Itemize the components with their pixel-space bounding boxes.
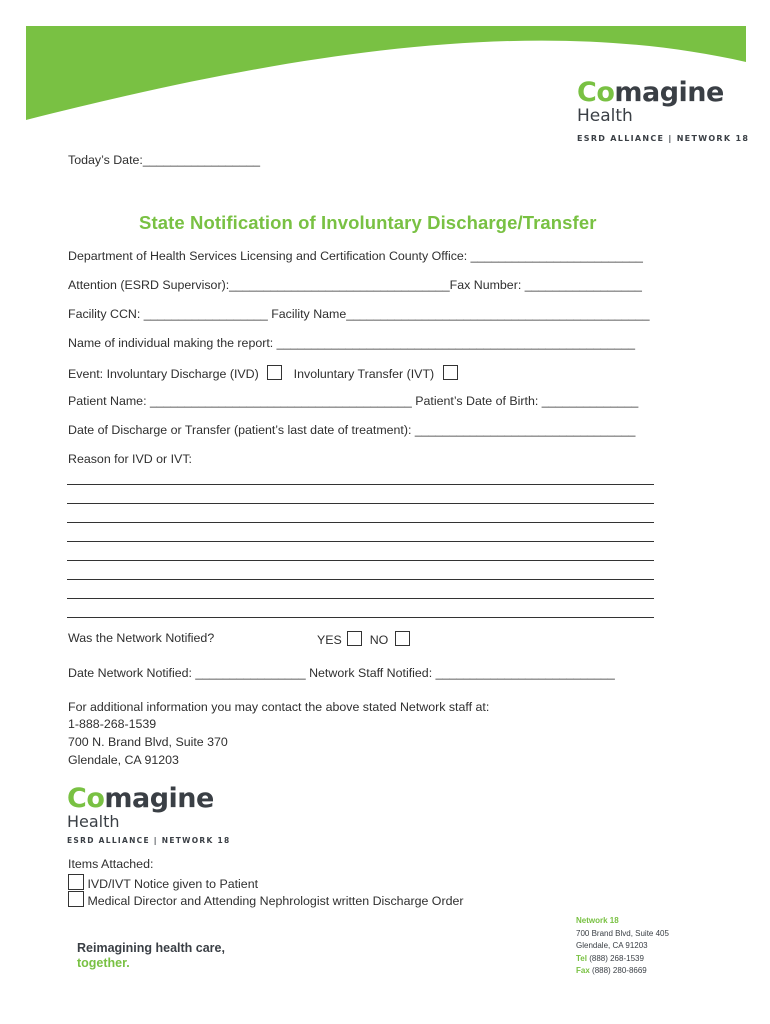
yes-label: YES [317,633,342,647]
attachment-item-label: Medical Director and Attending Nephrologist written Discharge Order [87,894,464,908]
tagline-line1: Reimagining health care, [77,941,225,955]
footer-tel: Tel (888) 268-1539 [576,953,644,963]
reason-line[interactable] [67,465,654,485]
footer-network-info [576,915,669,978]
event-ivt-label: Involuntary Transfer (IVT) [293,367,435,381]
ivt-checkbox[interactable] [443,365,458,380]
attachment-checkbox[interactable] [68,891,84,907]
reason-label: Reason for IVD or IVT: [68,452,192,466]
form-title: State Notification of Involuntary Discharge/Transfer [139,212,597,233]
contact-address-line2: Glendale, CA 91203 [68,753,179,767]
attachment-item [68,891,463,908]
no-checkbox[interactable] [395,631,410,646]
network-notified-options [317,631,410,647]
reason-line[interactable] [67,598,654,618]
department-office-field[interactable]: Department of Health Services Licensing and Certification County Office: _________________________ [68,249,643,263]
network-notified-question: Was the Network Notified? [68,631,215,645]
tagline-line2: together. [77,956,130,970]
footer-tagline [77,941,225,971]
footer-fax: Fax (888) 280-8669 [576,966,647,975]
discharge-date-field[interactable]: Date of Discharge or Transfer (patient’s last date of treatment): ________________________________ [68,423,636,437]
contact-phone: 1-888-268-1539 [68,717,157,731]
contact-address-line1: 700 N. Brand Blvd, Suite 370 [68,735,228,749]
attention-fax-field[interactable]: Attention (ESRD Supervisor):________________________________Fax Number: _________________ [68,278,642,292]
contact-intro: For additional information you may contact the above stated Network staff at: [68,700,490,714]
date-network-staff-field[interactable]: Date Network Notified: ________________ Network Staff Notified: __________________________ [68,666,615,680]
footer-address-line1: 700 Brand Blvd, Suite 405 [576,928,669,938]
ivd-checkbox[interactable] [267,365,282,380]
event-ivd-label: Event: Involuntary Discharge (IVD) [68,367,259,381]
event-row [68,365,458,381]
reason-line[interactable] [67,541,654,561]
reason-line[interactable] [67,484,654,504]
individual-reporting-field[interactable]: Name of individual making the report: ____________________________________________________ [68,336,636,350]
patient-name-dob-field[interactable]: Patient Name: ______________________________________ Patient’s Date of Birth: ______________ [68,394,639,408]
no-label: NO [369,633,389,647]
attachment-item [68,874,258,891]
comagine-logo-middle: Comagine Health ESRD ALLIANCE | NETWORK 18 [67,783,231,845]
items-attached-label: Items Attached: [68,857,154,871]
reason-line[interactable] [67,560,654,580]
reason-line[interactable] [67,522,654,542]
reason-line[interactable] [67,503,654,523]
footer-network-title: Network 18 [576,916,619,925]
yes-checkbox[interactable] [347,631,362,646]
attachment-item-label: IVD/IVT Notice given to Patient [87,877,259,891]
facility-field[interactable]: Facility CCN: __________________ Facility Name____________________________________________ [68,307,650,321]
attachment-checkbox[interactable] [68,874,84,890]
comagine-logo-top: Comagine Health ESRD ALLIANCE | NETWORK 18 [577,77,750,143]
footer-address-line2: Glendale, CA 91203 [576,941,648,950]
reason-line[interactable] [67,579,654,599]
todays-date-field[interactable]: Today’s Date:_________________ [68,153,260,167]
